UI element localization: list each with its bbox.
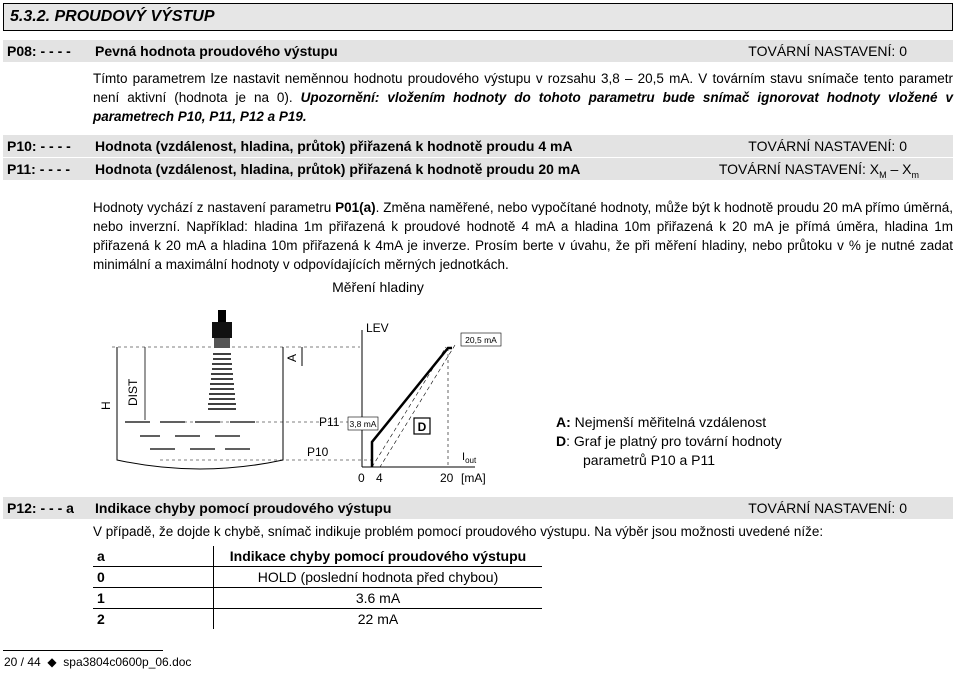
current-response-curve: [372, 348, 452, 467]
param-code: P10: - - - -: [7, 138, 71, 154]
direct-response-line: [372, 347, 446, 467]
section-number: 5.3.2.: [10, 8, 51, 25]
table-cell-key: 0: [93, 567, 214, 588]
diamond-icon: ◆: [44, 655, 60, 669]
param-label: Pevná hodnota proudového výstupu: [95, 43, 338, 59]
d-label: D: [417, 420, 427, 434]
param-p10-bar: [3, 135, 953, 157]
param-label: Hodnota (vzdálenost, hladina, průtok) přiřazená k hodnotě proudu 20 mA: [95, 161, 581, 177]
param-p10-p11-description: [93, 198, 953, 274]
inverse-response-line: [380, 345, 455, 467]
ultrasonic-beam-icon: [208, 354, 236, 409]
page-footer: [4, 655, 191, 669]
param-label: Indikace chyby pomocí proudového výstupu: [95, 500, 392, 516]
p08-text: Tímto parametrem lze nastavit neměnnou hodnotu proudového výstupu v rozsahu 3,8 – 20,5 mA. V továrním stavu snímače tento parametr není aktivní (hodnota je na 0).: [93, 71, 953, 105]
subscript-m: M: [879, 169, 887, 180]
iout-label: [462, 451, 477, 465]
param-default: [719, 158, 919, 186]
table-cell-key: 1: [93, 588, 214, 609]
ma-20-5-label: 20,5 mA: [465, 335, 497, 345]
diagram-title: Měření hladiny: [332, 279, 424, 295]
x-tick-0: 0: [358, 471, 365, 485]
param-code: P12: - - - a: [7, 500, 74, 516]
sensor-head-icon: [218, 310, 226, 322]
x-unit-label: [mA]: [461, 471, 486, 485]
footer-divider: [3, 650, 163, 651]
param-p12-description: V případě, že dojde k chybě, snímač indikuje problém pomocí proudového výstupu. Na výběr jsou možnosti uvedené níže:: [93, 524, 824, 539]
table-cell-value: HOLD (poslední hodnota před chybou): [214, 567, 543, 588]
param-default-dash: – X: [886, 161, 912, 177]
p08-warning: Upozornění: vložením hodnoty do tohoto parametru bude snímač ignorovat hodnoty vložené v parametrech P10, P11, P12 a P19.: [93, 90, 953, 124]
iout-text: I: [462, 451, 466, 463]
table-header-cell: Indikace chyby pomocí proudového výstupu: [214, 546, 543, 567]
table-row: [93, 609, 542, 630]
legend-a: [556, 414, 766, 430]
p10-text-part3: . Změna naměřené, nebo vypočítané hodnoty, může být k hodnotě proudu 20 mA přímo úměrná, nebo inverzní. Například: hladina 1m přiřazená k proudové hodnotě 4 mA a hladina 10m přiřazená k 20 mA je přímá úměra, hladina 1m přiřazená k 20 mA a hladina 10m přiřazená k 4mA je inverze. Prosím berte v úvahu, že při měření hladiny, nebo průtoku v % je nutné zadat minimální a maximální hodnoty v odpovídajících měrných jednotkách.: [93, 200, 954, 272]
a-label: A: [285, 353, 299, 362]
param-p11-bar: [3, 158, 953, 180]
sensor-body-icon: [212, 322, 232, 338]
tank-outline: [117, 347, 283, 469]
param-p12-bar: [3, 497, 953, 519]
param-label: Hodnota (vzdálenost, hladina, průtok) přiřazená k hodnotě proudu 4 mA: [95, 138, 573, 154]
param-default: TOVÁRNÍ NASTAVENÍ: 0: [748, 138, 907, 154]
legend-a-key: A:: [556, 414, 571, 430]
legend-d: [556, 433, 782, 449]
dist-label: DIST: [126, 378, 140, 406]
section-title: [3, 3, 953, 31]
p10-text-part1: Hodnoty vychází z nastavení parametru: [93, 200, 336, 215]
table-header-row: [93, 546, 542, 567]
x-tick-20: 20: [440, 471, 454, 485]
param-code: P08: - - - -: [7, 43, 71, 59]
table-cell-value: 22 mA: [214, 609, 543, 630]
table-row: [93, 567, 542, 588]
legend-d-key: D: [556, 433, 567, 449]
legend-d-text: : Graf je platný pro tovární hodnoty: [566, 433, 782, 449]
param-code: P11: - - - -: [7, 161, 71, 177]
p11-marker: P11: [319, 415, 340, 429]
legend-a-text: Nejmenší měřitelná vzdálenost: [570, 414, 767, 430]
param-default-text: TOVÁRNÍ NASTAVENÍ: X: [718, 161, 880, 177]
param-p08-description: [93, 69, 953, 126]
section-title-text: PROUDOVÝ VÝSTUP: [54, 8, 215, 25]
liquid-surface-icon: [125, 422, 255, 449]
level-measurement-diagram: [0, 270, 960, 495]
lev-axis-label: LEV: [366, 321, 389, 335]
iout-subscript: out: [465, 456, 477, 465]
p01a-reference: P01(a): [335, 200, 376, 215]
param-p08-bar: [3, 40, 953, 62]
param-default: TOVÁRNÍ NASTAVENÍ: 0: [748, 43, 907, 59]
legend-d-continuation: parametrů P10 a P11: [583, 452, 716, 468]
document-filename: spa3804c0600p_06.doc: [63, 655, 192, 669]
table-row: [93, 588, 542, 609]
table-header-cell: a: [93, 546, 214, 567]
x-tick-4: 4: [376, 471, 383, 485]
table-cell-value: 3.6 mA: [214, 588, 543, 609]
ma-3-8-label: 3,8 mA: [349, 419, 377, 429]
p10-marker: P10: [307, 445, 329, 459]
param-default: TOVÁRNÍ NASTAVENÍ: 0: [748, 500, 907, 516]
subscript-m-small: m: [911, 169, 919, 180]
h-label: H: [99, 401, 113, 410]
table-cell-key: 2: [93, 609, 214, 630]
error-indication-table: [93, 546, 542, 629]
sensor-transducer-icon: [214, 338, 230, 348]
page-number: 20 / 44: [4, 655, 41, 669]
